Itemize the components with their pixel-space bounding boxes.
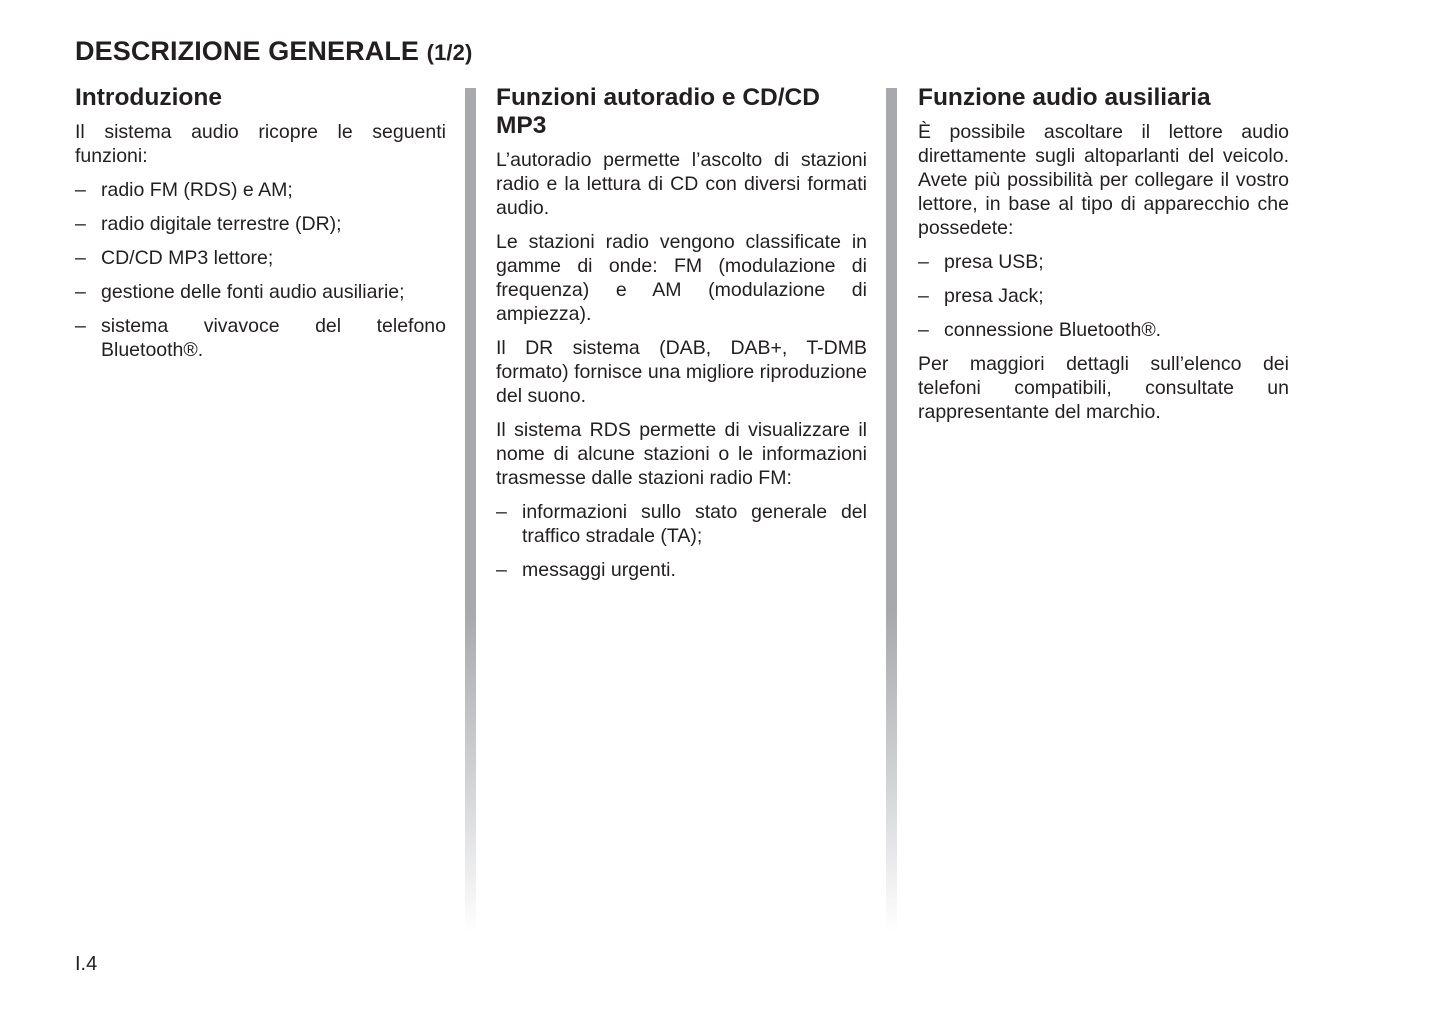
page-number: I.4 — [75, 953, 98, 975]
list-item: – presa Jack; — [918, 285, 1044, 307]
column-divider-right — [886, 88, 897, 933]
page-title — [75, 36, 472, 67]
column-introduzione — [75, 84, 446, 372]
paragraph: Il sistema RDS permette di visualizzare il nome di alcune stazioni o le informazioni trasmesse dalle stazioni radio FM: — [496, 419, 867, 489]
paragraph: Il DR sistema (DAB, DAB+, T-DMB formato) fornisce una migliore riproduzione del suono. — [496, 337, 867, 407]
list-item: – informazioni sullo stato generale del traffico stradale (TA); — [496, 501, 867, 547]
section-heading-funzioni-autoradio: Funzioni autoradio e CD/CD MP3 — [496, 84, 820, 139]
list-item: – sistema vivavoce del telefono Bluetooth®. — [75, 315, 446, 361]
page-title-part: (1/2) — [426, 40, 473, 65]
paragraph: Le stazioni radio vengono classificate in gamme di onde: FM (modulazione di frequenza) e AM (modulazione di ampiezza). — [496, 231, 867, 325]
rds-info-list — [496, 500, 867, 582]
list-item: – presa USB; — [918, 251, 1044, 273]
paragraph: Per maggiori dettagli sull’elenco dei telefoni compatibili, consultate un rappresentante del marchio. — [918, 353, 1289, 423]
page-title-text: DESCRIZIONE GENERALE — [75, 36, 420, 66]
paragraph: L’autoradio permette l’ascolto di stazioni radio e la lettura di CD con diversi formati audio. — [496, 149, 867, 219]
list-item: – CD/CD MP3 lettore; — [75, 247, 274, 269]
feature-list — [75, 178, 446, 362]
section-heading-audio-ausiliaria: Funzione audio ausiliaria — [918, 84, 1211, 111]
connection-list — [918, 250, 1289, 342]
column-funzioni-autoradio — [496, 84, 867, 592]
list-item: – radio FM (RDS) e AM; — [75, 179, 293, 201]
column-funzione-audio-ausiliaria — [918, 84, 1289, 434]
section-heading-introduzione: Introduzione — [75, 84, 222, 111]
paragraph: È possibile ascoltare il lettore audio direttamente sugli altoparlanti del veicolo. Avete più possibilità per collegare il vostro lettore, in base al tipo di apparecchio che possedete: — [918, 121, 1289, 239]
column-divider-left — [465, 88, 476, 933]
list-item: – connessione Bluetooth®. — [918, 319, 1162, 341]
list-item: – gestione delle fonti audio ausiliarie; — [75, 281, 405, 303]
list-item: – radio digitale terrestre (DR); — [75, 213, 342, 235]
paragraph: Il sistema audio ricopre le seguenti funzioni: — [75, 121, 446, 167]
list-item: – messaggi urgenti. — [496, 559, 676, 581]
